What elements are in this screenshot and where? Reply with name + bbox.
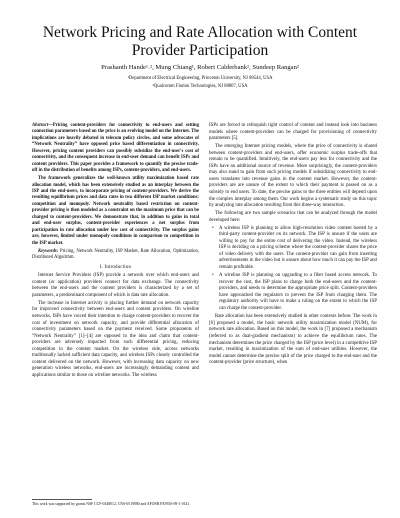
intro-paragraph-2: The increase in Internet activity is placing further demand on network capacity for improved connectivity between end-users and content providers. On wireline networks, ISPs have voiced their intention to charge content-providers to recover the cost of investment on network capacity, and provide differential allocation of connectivity parameters based on the payment received. Some proponents of “Network Neutrality” [1]–[4] are opposed to the idea and claim that content-providers are adversely impacted from such differential pricing, reducing competition in the content market. On the wireless side, access networks traditionally lacked sufficient data capacity, and wireless ISPs closely controlled the content delivered on the network. However, with increasing data capacity on new generation wireless networks, end-users are increasingly demanding content and applications similar to those on wireline networks. The wireless — [32, 300, 199, 378]
abstract-paragraph-2: The framework generalizes the well-known utility maximization based rate allocation model, which has been extensively studied as an interplay between the ISP and the end-users, to incorporate pricing of content-providers. We derive the resulting equilibrium prices and data rates in two different ISP market conditions: competition and monopoly. Network neutrality based restriction on content-provider pricing is then modeled as a constraint on the maximum price that can be charged to content-providers. We demonstrate that, in addition to gains in total and end-user surplus, content-provider experiences a net surplus from participation in rate allocation under low cost of connectivity. The surplus gains are, however, limited under monopoly conditions in comparison to competition in the ISP market. — [32, 176, 199, 246]
footnote-rule — [32, 499, 92, 500]
abstract — [32, 123, 199, 247]
affiliation-2: ²Qualcomm Flarion Technologies, NJ 08807, USA — [152, 84, 248, 89]
abstract-paragraph-1: —Pricing content-providers for connectivity to end-users and setting connection parameters based on the price is an evolving model on the Internet. The implications are heavily debated in telecom policy circles, and some advocates of “Network Neutrality” have opposed price based differentiation in connectivity. However, pricing content providers can possibly subsidize the end-user's cost of connectivity, and the consequent increase in end-user demand can benefit ISPs and content providers. This paper provides a framework to quantify the precise trade-off in the distribution of benefits among ISPs, content-providers, and end-users. — [32, 123, 199, 174]
author-list: Prashanth Hande¹˒², Mung Chiang¹, Robert Calderbank¹, Sundeep Rangan² — [101, 64, 299, 71]
intro-paragraph-1: Internet Service Providers (ISP) provide a network over which end-users and content (or application) providers connect for data exchange. The connectivity between the end-users and the content providers is characterized by a set of parameters, a predominant component of which is data rate allocation. — [32, 273, 199, 298]
right-paragraph-2: The emerging Internet pricing models, where the price of connectivity is shared between content-providers and end-users, offer economic surplus trade-offs that remain to be quantified. Intuitively, the end-users pay less for connectivity and the ISPs have an additional source of revenue. More surprisingly, the content-providers may also stand to gain from such pricing models if subsidizing connectivity to end-users translates into revenue gains in the content market. However, the content-providers are are unsure of the extent to which their payment is passed on as a subsidy to end users. To date, the precise gains to the three entities will depend upon the complex interplay among them. Our work begins a systematic study on this topic by analyzing rate allocation resulting from this three-way interaction. — [209, 144, 377, 209]
scenario-list — [209, 226, 377, 313]
left-column — [32, 123, 199, 381]
section-heading-introduction: I. Introduction — [99, 264, 132, 270]
keywords — [32, 249, 199, 262]
right-paragraph-4: Rate allocation has been extensively studied in other contexts before. The work in [6] proposed a model, the basic network utility maximization model (NUM), for network rate allocation. Based on this model, the work in [7] proposed a mechanism (referred to as dual-gradient mechanism) to achieve the equilibrium rates. The mechanism determines the price charged by the ISP (price level) in a competitive ISP market, resulting in maximization of the sum of end-user utilities. However, the model cannot determine the precise split of the price charged to the end-user and the content-provider (price structure), when — [209, 314, 377, 366]
right-column — [209, 123, 377, 368]
scenario-item-1: • A wireless ISP is planning to allow high-resolution video content hosted by a third-party content-provider on its network. The ISP is unsure if the users are willing to pay for the entire cost of delivering the video. Instead, the wireless ISP is deciding on a pricing scheme where the content-provider shares the price of video delivery with the users. The content-provider can gain from inserting advertisements in the video but is unsure about how much it can pay the ISP and remain profitable. — [219, 226, 377, 272]
keywords-text: Pricing, Network Neutrality, ISP Market, Rate Allocation, Optimization, Distributed Algorithm. — [32, 248, 199, 261]
abstract-lead: Abstract — [32, 123, 49, 128]
right-paragraph-3: The following are two sample scenarios that can be analyzed through the model developed here: — [209, 211, 377, 223]
right-paragraph-1: ISPs are forced to relinquish tight control of content and instead look into business models where content-providers can be charged for provisioning of connectivity parameters [5]. — [209, 123, 377, 142]
keywords-lead: Keywords: — [38, 248, 59, 254]
paper-title: Network Pricing and Rate Allocation with Content Provider Participation — [42, 24, 358, 59]
scenario-item-2: • A wireline ISP is planning on upgrading to a fiber based access network. To recover the cost, the ISP plans to charge both the end-users and the content-providers, and needs to determine the appropriate price split. Content-providers have approached the regulators to prevent the ISP from charging them. The regulatory authority will have to make a ruling on the extent to which the ISP can charge the content-provider. — [219, 273, 377, 312]
footnote: This work was supported by grants NSF CCF-0448012, CNS-0519880 and AFOSR FA9550-09-1-0141. — [32, 502, 191, 506]
affiliation-1: ¹Department of Electrical Engineering, Princeton University, NJ 08544, USA — [127, 76, 273, 81]
